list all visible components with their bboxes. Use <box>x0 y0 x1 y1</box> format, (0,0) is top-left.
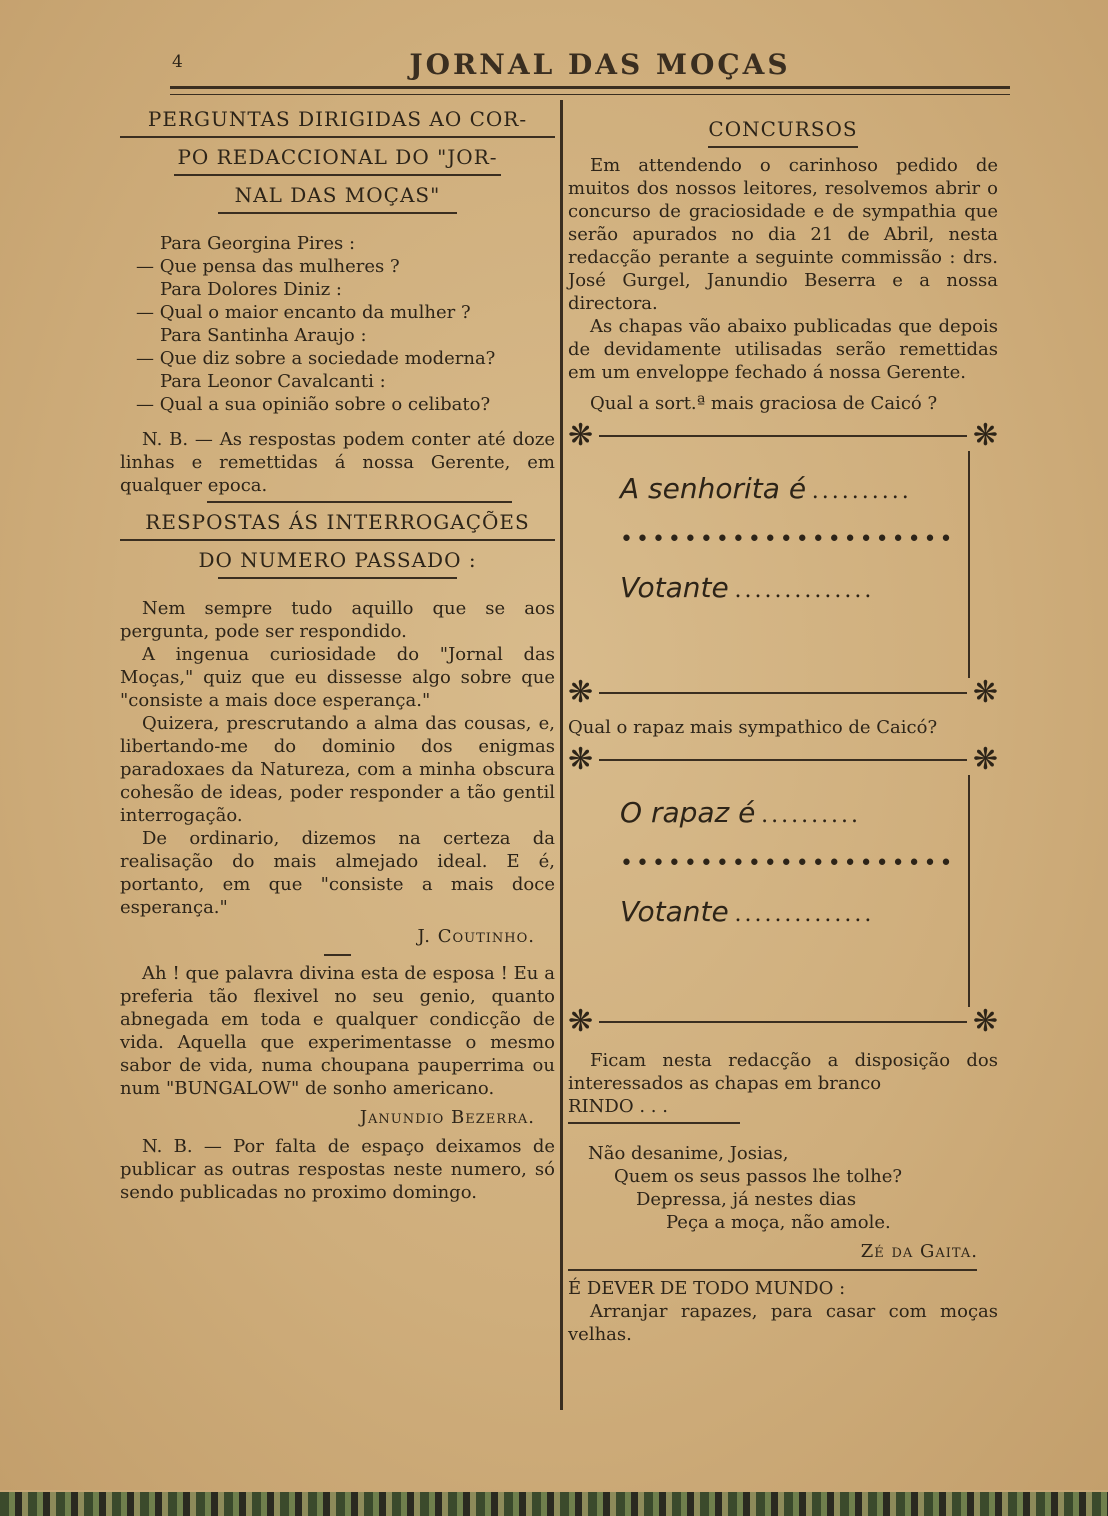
ballot-field <box>620 528 958 552</box>
spacer <box>120 585 555 597</box>
ballot-dots: ••••••••••••••••••••• <box>620 851 956 876</box>
spacer <box>568 1037 998 1049</box>
ballot-field-label: Votante <box>620 895 729 928</box>
divider <box>218 212 457 214</box>
ballot-dots: .......... <box>761 803 862 828</box>
answer-paragraph: De ordinario, dizemos na certeza da realisação do mais almejado ideal. E é, portanto, em que "consiste a mais doce esperança." <box>120 828 555 918</box>
questions-heading-line: PO REDACCIONAL DO "JOR- <box>177 145 498 169</box>
divider <box>568 1122 740 1124</box>
ballot-border <box>568 742 998 777</box>
right-column <box>568 116 998 1346</box>
ornament-icon: ❋ <box>568 1004 594 1039</box>
page-edge-strip <box>0 1492 1108 1516</box>
questions-heading <box>120 106 555 214</box>
question-recipient: Para Santinha Araujo : <box>160 325 367 346</box>
spacer <box>568 1130 998 1142</box>
divider <box>120 136 555 138</box>
ficam-paragraph: Ficam nesta redacção a disposição dos interessados as chapas em branco <box>568 1050 998 1094</box>
signature: Janundio Bezerra. <box>359 1107 535 1128</box>
questions-list <box>120 232 555 416</box>
poem-line: Depressa, já nestes dias <box>636 1189 857 1210</box>
answer-paragraph: Ah ! que palavra divina esta de esposa ! Eu a preferia tão flexivel no seu genio, quanto abnegada em toda e qualquer condicção de vida. Aquella que experimentasse o mesmo sabor de vida, numa choupana pauperrima ou num "BUNGALOW" de sonho americano. <box>120 963 555 1099</box>
ornament-icon: ❋ <box>568 742 594 777</box>
ballot-rule <box>599 692 967 694</box>
poem-line: Não desanime, Josias, <box>588 1143 789 1164</box>
ornament-icon: ❋ <box>972 418 998 453</box>
questions-heading-line: NAL DAS MOÇAS" <box>234 183 441 207</box>
ballot-field-label: A senhorita é <box>620 472 807 505</box>
ballot-dots: ••••••••••••••••••••• <box>620 527 956 552</box>
nb-note: N. B. — Por falta de espaço deixamos de publicar as outras respostas neste numero, só sendo publicadas no proximo domingo. <box>120 1136 555 1203</box>
dever-paragraph: Arranjar rapazes, para casar com moças velhas. <box>568 1301 998 1345</box>
ballot-form <box>568 451 970 678</box>
masthead: JORNAL DAS MOÇAS <box>409 48 791 81</box>
answers-heading <box>120 509 555 579</box>
question-text: — Qual o maior encanto da mulher ? <box>136 302 471 323</box>
divider <box>207 501 512 503</box>
poem-line: Quem os seus passos lhe tolhe? <box>614 1166 902 1187</box>
ballot-form <box>568 775 970 1007</box>
answer-paragraph: Quizera, prescrutando a alma das cousas, e, libertando-me do dominio dos enigmas paradoxaes da Natureza, com a minha obscura cohesão de ideas, poder responder a tão gentil interrogação. <box>120 713 555 826</box>
ballot-field <box>620 895 958 928</box>
question-recipient: Para Leonor Cavalcanti : <box>160 371 386 392</box>
divider <box>568 1269 977 1271</box>
ballot-field <box>620 852 958 876</box>
ballot-rule <box>599 759 967 761</box>
divider <box>708 146 859 148</box>
concursos-heading: CONCURSOS <box>708 117 858 141</box>
nb-note: N. B. — As respostas podem conter até doze linhas e remettidas á nossa Gerente, em qualquer epoca. <box>120 429 555 496</box>
divider <box>174 174 500 176</box>
column-rule <box>560 100 563 1410</box>
ballot-border <box>568 1004 998 1039</box>
question-text: — Que pensa das mulheres ? <box>136 256 400 277</box>
ballot-border <box>568 675 998 710</box>
ballot-field <box>620 472 958 505</box>
signature: Zé da Gaita. <box>860 1241 978 1262</box>
divider <box>218 577 457 579</box>
answer-paragraph: A ingenua curiosidade do "Jornal das Moças," quiz que eu dissesse algo sobre que "consiste a mais doce esperança." <box>120 644 555 711</box>
left-column <box>120 106 555 1204</box>
header-rule <box>170 86 1010 95</box>
ornament-icon: ❋ <box>568 418 594 453</box>
rindo-heading: RINDO . . . <box>568 1096 668 1117</box>
dever-heading: É DEVER DE TODO MUNDO : <box>568 1278 846 1299</box>
ballot-rule <box>599 1021 967 1023</box>
answers-heading-line: RESPOSTAS ÁS INTERROGAÇÕES <box>145 510 530 534</box>
ballot-rule <box>599 435 967 437</box>
ballot-border <box>568 418 998 453</box>
ballot-question: Qual a sort.ª mais graciosa de Caicó ? <box>590 393 938 414</box>
signature: J. Coutinho. <box>417 926 535 947</box>
questions-heading-line: PERGUNTAS DIRIGIDAS AO COR- <box>147 107 528 131</box>
question-recipient: Para Georgina Pires : <box>160 233 356 254</box>
concursos-paragraph: Em attendendo o carinhoso pedido de muitos dos nossos leitores, resolvemos abrir o concurso de graciosidade e de sympathia que serão apurados no dia 21 de Abril, nesta redacção perante a seguinte commissão : drs. José Gurgel, Janundio Beserra e a nossa directora. <box>568 155 998 314</box>
answers-heading-line: DO NUMERO PASSADO : <box>198 548 477 572</box>
ballot-dots: .......... <box>811 479 912 504</box>
poem <box>568 1142 998 1234</box>
spacer <box>120 416 555 428</box>
ballot-field <box>620 796 958 829</box>
question-text: — Que diz sobre a sociedade moderna? <box>136 348 496 369</box>
question-text: — Qual a sua opinião sobre o celibato? <box>136 394 491 415</box>
concursos-paragraph: As chapas vão abaixo publicadas que depois de devidamente utilisadas serão remettidas em um enveloppe fechado á nossa Gerente. <box>568 316 998 383</box>
question-recipient: Para Dolores Diniz : <box>160 279 342 300</box>
ornament-icon: ❋ <box>972 742 998 777</box>
poem-line: Peça a moça, não amole. <box>666 1212 891 1233</box>
divider <box>324 954 350 956</box>
answer-paragraph: Nem sempre tudo aquillo que se aos pergunta, pode ser respondido. <box>120 598 555 642</box>
ornament-icon: ❋ <box>568 675 594 710</box>
spacer <box>120 220 555 232</box>
ballot-dots: .............. <box>734 902 875 927</box>
divider <box>120 539 555 541</box>
ballot-field-label: O rapaz é <box>620 796 756 829</box>
ballot-question: Qual o rapaz mais sympathico de Caicó? <box>568 717 938 738</box>
ballot-field-label: Votante <box>620 571 729 604</box>
ornament-icon: ❋ <box>972 675 998 710</box>
ballot-field <box>620 571 958 604</box>
ornament-icon: ❋ <box>972 1004 998 1039</box>
page-number: 4 <box>172 52 183 72</box>
ballot-dots: .............. <box>734 578 875 603</box>
